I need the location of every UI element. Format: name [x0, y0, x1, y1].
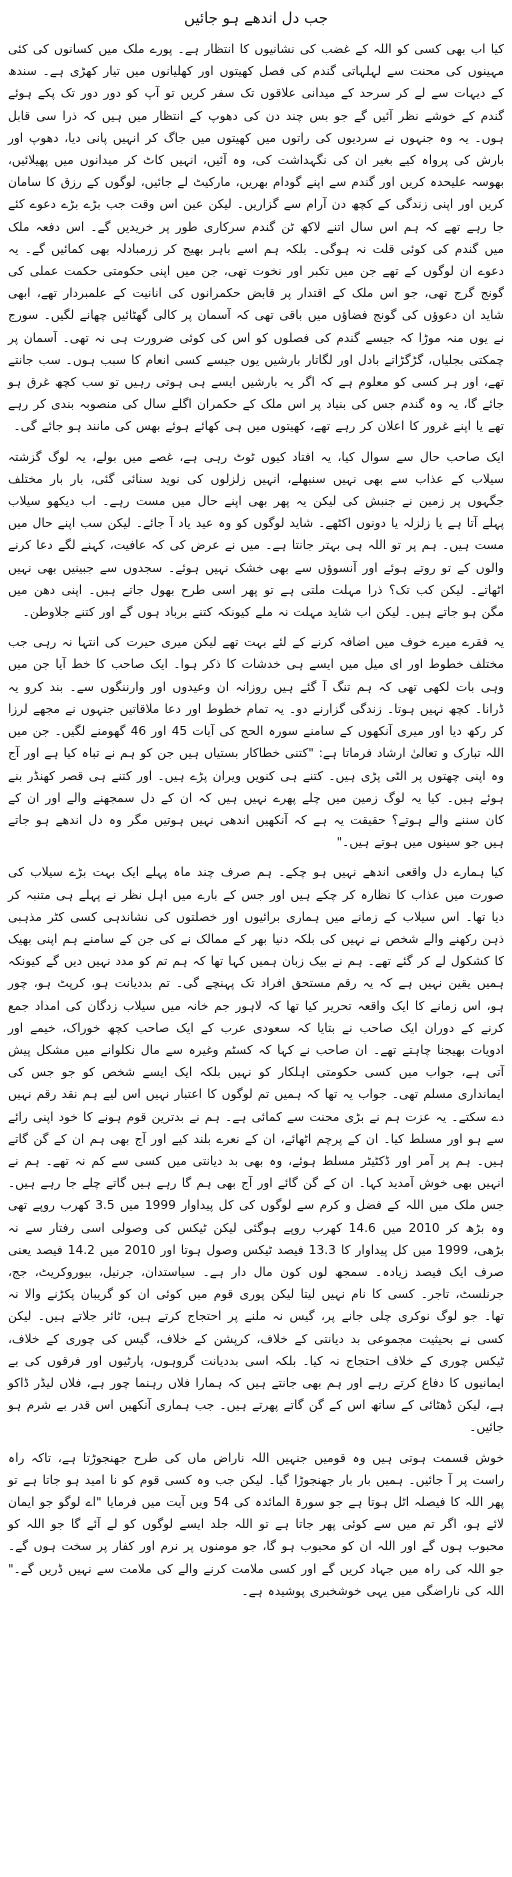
- article-paragraph-2: ایک صاحب حال سے سوال کیا، یہ افتاد کیوں ٹوٹ رہی ہے، غصے میں بولے، یہ لوگ گزشتہ سیلاب کے عذاب سے بھی نہیں سنبھلے، انہیں زلزلوں کی نوید سنائی گئی، بار بار مختلف جگہوں پر زمین نے جنبش کی لیکن یہ پھر بھی اپنے حال میں مست رہے۔ اب دیکھو سیلاب پہلے آتا ہے یا زلزلہ یا دونوں اکٹھے۔ شاید لوگوں کو وہ عید یاد آ جائے۔ لیکن سب اپنے حال میں مست ہیں۔ ہم پر تو اللہ ہی بہتر جانتا ہے۔ میں نے عرض کی کہ عافیت، کہنے لگے دعا کرنے والوں کے تو روتے ہوئے اور آنسوؤں سے بھی خشک نہیں ہوئے۔ سجدوں سے جبینیں بھی نہیں اٹھاتے۔ لیکن کب تک؟ ذرا مہلت ملتی ہے تو پھر اسی طرح بھول جاتے ہیں۔ اپنی دھن میں مگن ہو جاتے ہیں۔ لیکن اب شاید مہلت نہ ملے کیونکہ کتنے برباد ہوں گے اور کتنے جلاوطن۔: [8, 449, 504, 620]
- article-title: جب دل اندھے ہو جائیں: [183, 9, 329, 27]
- article-paragraph-5: خوش قسمت ہوتی ہیں وہ قومیں جنہیں اللہ ناراض ماں کی طرح جھنجوڑتا ہے، تاکہ راہ راست پر آ جائیں۔ ہمیں بار بار جھنجوڑا گیا۔ لیکن جب وہ کسی قوم کو نا امید ہو جاتا ہے تو پھر اللہ کا فیصلہ اٹل ہوتا ہے جو سورۃ المائدہ کی 54 ویں آیت میں فرمایا "اے لوگو جو ایمان لائے ہو، اگر تم میں سے کوئی پھر جاتا ہے تو اللہ جلد ایسے لوگوں کو لے آئے گا جو اللہ کو محبوب ہوں گے اور اللہ ان کو محبوب ہو گا، جو مومنوں پر نرم اور کفار پر سخت ہوں گے۔ جو اللہ کی راہ میں جہاد کریں گے اور کسی ملامت کرنے والے کی ملامت سے نہیں ڈریں گے۔" اللہ کی ناراضگی میں یہی خوشخبری پوشیدہ ہے۔: [8, 1450, 505, 1598]
- article-paragraph-1: کیا اب بھی کسی کو اللہ کے غضب کی نشانیوں کا انتظار ہے۔ پورے ملک میں کسانوں کی کئی مہینوں کی محنت سے لہلہاتی گندم کی فصل کھیتوں اور کھلیانوں میں تیار کھڑی ہے۔ سندھ کے دیہات سے لے کر سرحد کے میدانی علاقوں تک سفر کریں تو آپ کو دور دور تک پکے ہوئے گندم کے خوشے نظر آئیں گے جو بس چند دن کی دھوپ کے انتظار میں ہیں کہ ذرا سی قابل ہوں۔ یہ وہ جنہوں نے سردیوں کی راتوں میں کھیتوں میں جاگ کر انہیں پانی دیا، دھوپ اور بارش کی پرواہ کیے بغیر ان کی نگہداشت کی، وہ آئیں، انہیں کاٹ کر میدانوں میں پھیلائیں، بھوسہ علیحدہ کریں اور گندم سے اپنے گودام بھریں، مارکیٹ لے جائیں، لوگوں کے رزق کا سامان کریں اور اپنی زندگی کے کچھ دن آرام سے گزاریں۔ لیکن عین اس وقت جب بڑے بڑے دعوے کئے جا رہے تھے کہ ہم اس سال اتنے لاکھ ٹن گندم سرکاری طور پر خریدیں گے۔ اس دفعہ ملک میں گندم کی کوئی قلت نہ ہوگی۔ بلکہ ہم اسے باہر بھیج کر زرمبادلہ بھی کمائیں گے۔ یہ دعوے ان لوگوں کے تھے جن میں تکبر اور نخوت تھی، جن میں اپنی حکومتی حکمت عملی کی گونج گرج تھی، جو اس ملک کے اقتدار پر قابض حکمرانوں کی انانیت کے علمبردار تھے، ابھی شاید ان دعوؤں کی گونج فضاؤں میں باقی تھی کہ آسمان پر کالی گھٹائیں چھانے لگیں۔ سورج نے یوں منہ موڑا کہ جیسے گندم کی فصلوں کو اس کی کوئی ضرورت ہی نہ تھی۔ آسمان پر چمکتی بجلیاں، گڑگڑاتے بادل اور لگاتار بارشیں یوں جیسے کسی انعام کا سبب ہوں۔ سب جانتے تھے، اور ہر کسی کو معلوم ہے کہ اگر یہ بارشیں ایسے ہی ہوتی رہیں تو سب کچھ غرق ہو جائے گا، یہ وہ گندم جس کی بنیاد پر اس ملک کے حکمران اگلے سال کی منصوبہ بندی کر رہے تھے یا اپنے غرور کا اعلان کر رہے تھے، کھیتوں میں ہی کھائے ہوئے بھس کی مانند ہو جائے گی۔: [8, 42, 504, 434]
- article-paragraph-3: یہ فقرے میرے خوف میں اضافہ کرنے کے لئے بہت تھے لیکن میری حیرت کی انتہا نہ رہی جب مختلف خطوط اور ای میل میں ایسے ہی خدشات کا ذکر ہوا۔ ایک صاحب کا خط آیا جن میں وہی بات لکھی تھی کہ ہم تنگ آ گئے ہیں روزانہ ان وعیدوں اور وارننگوں سے۔ بند کرو یہ ڈرانا۔ کچھ نہیں ہوتا۔ زندگی گزارنے دو۔ یہ تمام خطوط اور دعا ملاقاتیں جنہوں نے مجھے لرزا کر رکھ دیا اور میری آنکھوں کے سامنے سورہ الحج کی آیات 45 اور 46 گھومنے لگیں۔ جن میں اللہ تبارک و تعالیٰ ارشاد فرماتا ہے: "کتنی خطاکار بستیاں ہیں جن کو ہم نے تباہ کیا ہے اور آج وہ اپنی چھتوں پر الٹی پڑی ہیں۔ کتنے ہی کنویں ویران پڑے ہیں۔ اور کتنے ہی قصر کھنڈر بنے ہوئے ہیں۔ کیا یہ لوگ زمین میں چلے پھرے نہیں ہیں کہ ان کے دل سمجھنے والے اور ان کے کان سننے والے ہوتے؟ حقیقت یہ ہے کہ آنکھیں اندھی نہیں ہوتیں مگر وہ دل اندھے ہو جاتے ہیں جو سینوں میں ہوتے ہیں۔": [8, 635, 504, 850]
- article-paragraph-4: کیا ہمارے دل واقعی اندھے نہیں ہو چکے۔ ہم صرف چند ماہ پہلے ایک بہت بڑے سیلاب کی صورت میں عذاب کا نظارہ کر چکے ہیں اور جس کے بارے میں اہل نظر نے پہلے ہی متنبہ کر دیا تھا۔ اس سیلاب کے زمانے میں ہماری برائیوں اور خصلتوں کی نشاندہی کسی کٹر مذہبی ذہن رکھنے والے شخص نے نہیں کی بلکہ دنیا بھر کے ممالک نے کی جن کے سامنے ہم اپنی بھیک کا کشکول لے کر گئے تھے۔ ہم نے بیک زبان ہمیں کہا تھا کہ ہم تم کو مدد نہیں دیں گے کیونکہ ہمیں یقین نہیں ہے کہ یہ رقم مستحق افراد تک پہنچے گی۔ تم بددیانت ہو، کرپٹ ہو، چور ہو، اس زمانے کا ایک واقعہ تحریر کیا تھا کہ لاہور جم خانہ میں سیلاب زدگان کی امداد جمع کرنے کے دوران ایک صاحب نے بتایا کہ سعودی عرب کے ایک صاحب کچھ خوراک، خیمے اور ادویات بھیجنا چاہتے تھے۔ ان صاحب نے کہا کہ کسٹم وغیرہ سے مال نکلوانے میں مشکل پیش آتی ہے، جواب میں کسی حکومتی اہلکار کو نہیں بلکہ ایک ایسے شخص کو جو جس کی ایمانداری مسلم تھی۔ جواب یہ تھا کہ ہمیں تم لوگوں کا اعتبار نہیں اس لیے ہم نقد رقم نہیں دے سکتے۔ یہ عزت ہم نے بڑی محنت سے کمائی ہے۔ ہم نے بدترین قوم ہونے کا خود اپنی رائے سے ہو اور مسلط کیا۔ ان کے پرچم اٹھائے، ان کے نعرے بلند کیے اور آج بھی ہم ان کے گن گاتے ہیں۔ ہم پر آمر اور ڈکٹیٹر مسلط ہوئے، وہ بھی بد دیانتی میں کسی سے کم نہ تھے۔ ہم نے انہیں بھی خوش آمدید کہا۔ ان کے گن گائے اور آج بھی ہم گا رہے ہیں گاتے چلے جا رہے ہیں۔ جس ملک میں اللہ کے فضل و کرم سے لوگوں کی کل پیداوار 1999 میں 3.5 کھرب روپے تھی وہ بڑھ کر 2010 میں 14.6 کھرب روپے ہوگئی لیکن ٹیکس کی وصولی اسی رفتار سے نہ بڑھی، 1999 میں کل پیداوار کا 13.3 فیصد ٹیکس وصول ہوتا اور 2010 میں 14.2 فیصد یعنی صرف ایک فیصد زیادہ۔ سمجھ لوں کون مال دار ہے۔ سیاستدان، جرنیل، بیوروکریٹ، جج، جرنلسٹ، تاجر۔ کسی کا نام نہیں لیتا لیکن پوری قوم میں کوئی ان کو گریبان پکڑنے والا نہ تھا۔ جو لوگ نوکری چلی جانے پر، گیس نہ ملنے پر احتجاج کرتے ہیں، ٹائر جلاتے ہیں۔ لیکن کسی نے بحیثیت مجموعی بد دیانتی کے خلاف، کرپشن کے خلاف، گیس کی چوری کے خلاف، ٹیکس چوری کے خلاف احتجاج نہ کیا۔ بلکہ اسی بددیانت گروہوں، پارٹیوں اور فرقوں کی بے ایمانیوں کا دفاع کرتے رہے اور ہم بھی جانتے ہیں کہ ہمارا فلاں رہنما چور ہے، فلاں لیڈر ڈاکو ہے، لیکن ڈھٹائی کے ساتھ اس کے گن گاتے پھرتے ہیں۔ جب ہماری آنکھیں اس قدر بے شرم ہو جائیں۔: [8, 865, 505, 1435]
